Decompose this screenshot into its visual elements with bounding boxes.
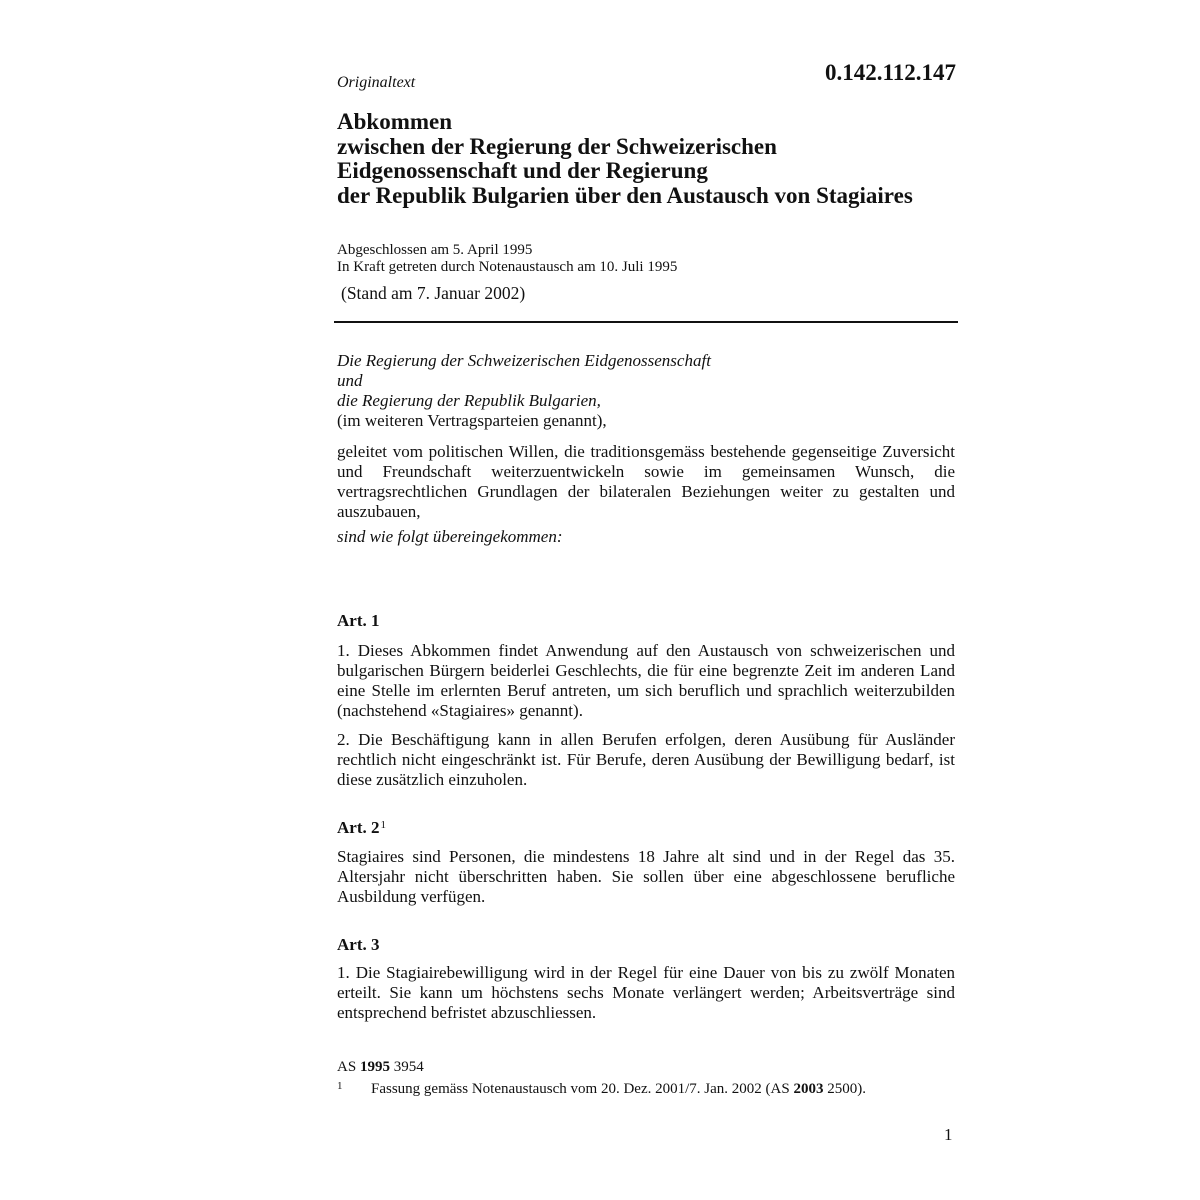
sr-number: 0.142.112.147: [825, 60, 956, 85]
article-3-paragraph-1: 1. Die Stagiairebewilligung wird in der Regel für eine Dauer von bis zu zwölf Monaten erteilt. Sie kann um höchstens sechs Monate verlängert werden; Arbeitsverträge sind entsprechend befristet abzuschliessen.: [337, 963, 955, 1022]
preamble-and: und: [337, 371, 363, 390]
page-number: 1: [944, 1125, 953, 1144]
status-date: (Stand am 7. Januar 2002): [341, 283, 526, 303]
preamble-party-2: die Regierung der Republik Bulgarien,: [337, 391, 601, 410]
footnote: [337, 1080, 866, 1098]
article-2-paragraph: Stagiaires sind Personen, die mindestens 18 Jahre alt sind und in der Regel das 35. Altersjahr nicht überschritten haben. Sie sollen über eine abgeschlossene berufliche Ausbildung verfügen.: [337, 847, 955, 906]
document-title: [337, 110, 977, 208]
article-1-paragraph-1: 1. Dieses Abkommen findet Anwendung auf den Austausch von schweizerischen und bulgarischen Bürgern beiderlei Geschlechts, die für eine begrenzte Zeit im anderen Land eine Stelle im erlernten Beruf antreten, um sich beruflich und sprachlich weiterzubilden (nachstehend «Stagiaires» genannt).: [337, 641, 955, 720]
article-1-paragraph-2: 2. Die Beschäftigung kann in allen Berufen erfolgen, deren Ausübung für Ausländer rechtlich nicht eingeschränkt ist. Für Berufe, deren Ausübung der Bewilligung bedarf, ist diese zusätzlich einzuholen.: [337, 730, 955, 789]
title-line: Abkommen: [337, 109, 453, 134]
preamble-recital: geleitet vom politischen Willen, die traditionsgemäss bestehende gegenseitige Zuversicht und Freundschaft weiterzuentwickeln sowie im gemeinsamen Wunsch, die vertragsrechtlichen Grundlagen der bilateralen Beziehungen weiter zu gestalten und auszubauen,: [337, 442, 955, 521]
footnote-text: Fassung gemäss Notenaustausch vom 20. Dez. 2001/7. Jan. 2002 (AS: [371, 1081, 790, 1097]
preamble-party-1: Die Regierung der Schweizerischen Eidgenossenschaft: [337, 351, 711, 370]
footnote-text-end: 2500).: [827, 1081, 866, 1097]
original-text-label: Originaltext: [337, 74, 416, 91]
article-2-heading: [337, 818, 386, 838]
header-divider: [334, 321, 958, 323]
title-line: Eidgenossenschaft und der Regierung: [337, 158, 708, 183]
preamble: [337, 351, 955, 431]
as-reference: [337, 1059, 424, 1076]
article-2-heading-text: Art. 2: [337, 818, 380, 837]
title-line: der Republik Bulgarien über den Austausch von Stagiaires: [337, 182, 913, 208]
article-3-heading: Art. 3: [337, 935, 380, 954]
as-prefix: AS: [337, 1059, 357, 1075]
concluded-date: Abgeschlossen am 5. April 1995: [337, 242, 533, 258]
footnote-mark: 1: [337, 1080, 343, 1092]
title-line: zwischen der Regierung der Schweizerischen: [337, 133, 777, 159]
article-1-heading: Art. 1: [337, 611, 380, 630]
in-force-date: In Kraft getreten durch Notenaustausch am 10. Juli 1995: [337, 259, 678, 275]
conclusion-info: [337, 242, 677, 276]
preamble-agreed: sind wie folgt übereingekommen:: [337, 527, 563, 546]
footnote-ref: 1: [380, 819, 386, 831]
as-page: 3954: [393, 1059, 424, 1075]
as-year: 1995: [359, 1059, 390, 1075]
preamble-designation: (im weiteren Vertragsparteien genannt),: [337, 411, 607, 430]
footnote-year: 2003: [793, 1081, 824, 1097]
